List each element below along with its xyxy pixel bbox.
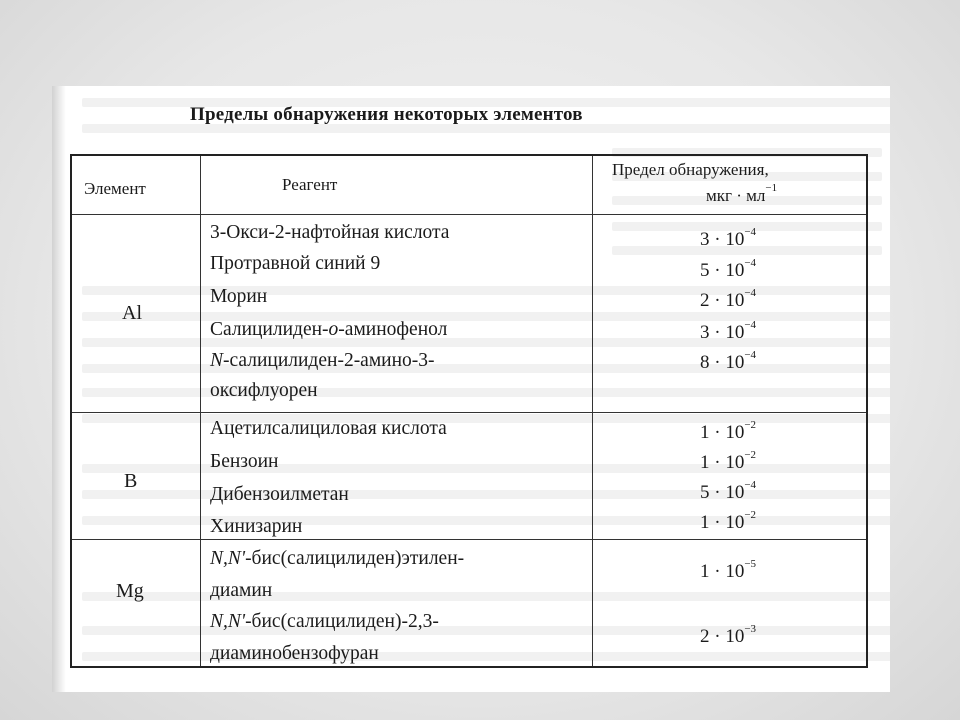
value-al-1: $3 \cdot 10^{-4}$ bbox=[700, 226, 757, 250]
element-b: B bbox=[124, 470, 138, 492]
value-al-3: $2 \cdot 10^{-4}$ bbox=[700, 287, 757, 311]
value-b-3: $5 \cdot 10^{-4}$ bbox=[700, 479, 757, 503]
value-b-1: $1 \cdot 10^{-2}$ bbox=[700, 419, 757, 443]
element-al: Al bbox=[122, 302, 142, 324]
reagent-mg-2: N,N'-бис(салицилиден)-2,3- bbox=[210, 611, 439, 632]
reagent-mg-2-cont: диаминобензофуран bbox=[210, 643, 379, 664]
reagent-b-1: Ацетилсалициловая кислота bbox=[210, 418, 447, 439]
row-divider bbox=[72, 539, 866, 540]
header-element: Элемент bbox=[84, 179, 146, 198]
header-divider bbox=[72, 214, 866, 215]
reagent-al-5-cont: оксифлуорен bbox=[210, 380, 318, 401]
reagent-b-4: Хинизарин bbox=[210, 516, 303, 537]
element-mg: Mg bbox=[116, 580, 144, 602]
header-limit-line1: Предел обнаружения, bbox=[612, 160, 769, 179]
column-divider bbox=[592, 156, 593, 666]
value-al-5: $8 \cdot 10^{-4}$ bbox=[700, 349, 757, 373]
header-reagent: Реагент bbox=[282, 175, 338, 194]
reagent-b-2: Бензоин bbox=[210, 451, 279, 472]
reagent-al-1: 3-Окси-2-нафтойная кислота bbox=[210, 222, 450, 243]
value-al-2: $5 \cdot 10^{-4}$ bbox=[700, 257, 757, 281]
value-mg-2: $2 \cdot 10^{-3}$ bbox=[700, 623, 757, 647]
reagent-b-3: Дибензоилметан bbox=[210, 484, 349, 505]
column-divider bbox=[200, 156, 201, 666]
reagent-mg-1-cont: диамин bbox=[210, 580, 273, 601]
row-divider bbox=[72, 412, 866, 413]
value-al-4: $3 \cdot 10^{-4}$ bbox=[700, 319, 757, 343]
value-mg-1: $1 \cdot 10^{-5}$ bbox=[700, 558, 757, 582]
reagent-al-5: N-салицилиден-2-амино-3- bbox=[210, 350, 435, 371]
value-b-2: $1 \cdot 10^{-2}$ bbox=[700, 449, 757, 473]
value-b-4: $1 \cdot 10^{-2}$ bbox=[700, 509, 757, 533]
reagent-mg-1: N,N'-бис(салицилиден)этилен- bbox=[210, 548, 465, 569]
reagent-al-4: Салицилиден-o-аминофенол bbox=[210, 319, 448, 340]
reagent-al-3: Морин bbox=[210, 286, 268, 307]
table-title: Пределы обнаружения некоторых элементов bbox=[190, 104, 583, 125]
reagent-al-2: Протравной синий 9 bbox=[210, 253, 381, 274]
header-limit-line2: мкг · $мл^{-1}$ bbox=[706, 182, 778, 205]
page-shadow bbox=[52, 86, 66, 692]
detection-limits-table bbox=[70, 154, 868, 668]
